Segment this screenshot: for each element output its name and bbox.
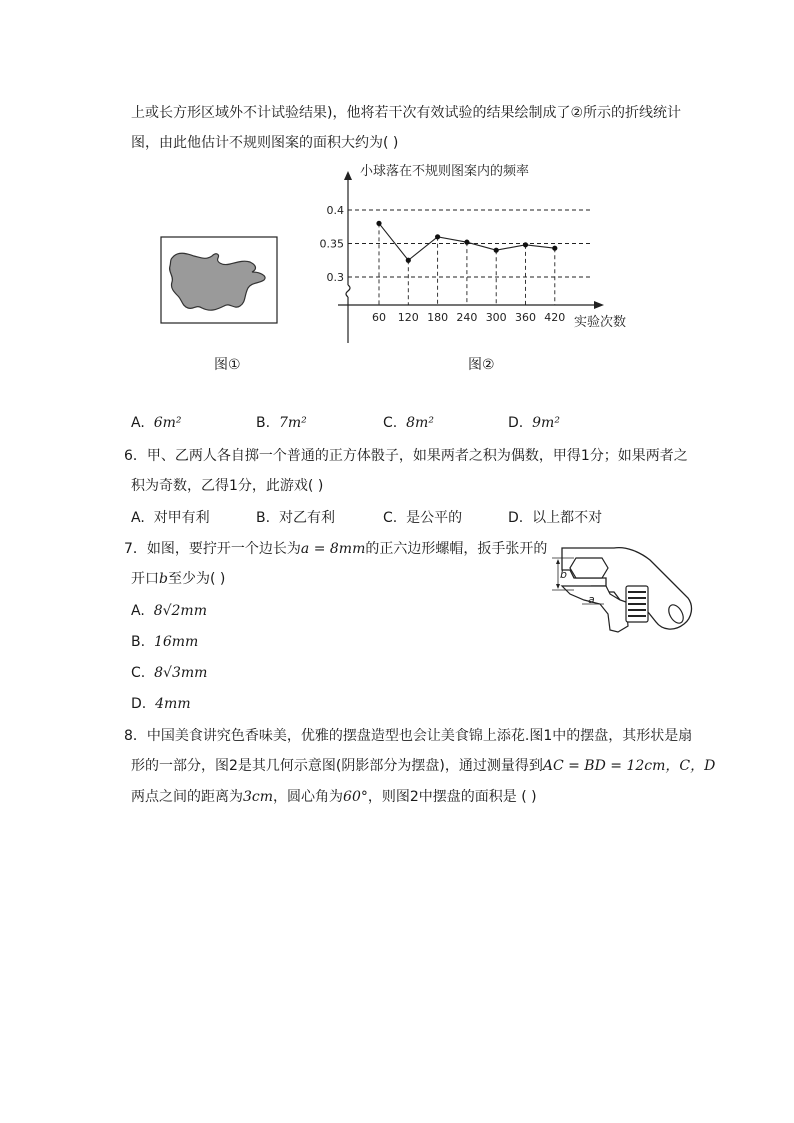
q8-text-line2 xyxy=(131,756,715,776)
option-text: 对乙有利 xyxy=(278,510,335,526)
data-point xyxy=(494,248,499,253)
y-tick-label: 0.35 xyxy=(319,237,344,251)
q6-option-c[interactable] xyxy=(383,508,462,528)
option-letter: B. xyxy=(256,510,271,526)
figure-2-line-chart xyxy=(316,155,646,350)
option-letter: B. xyxy=(256,415,271,431)
wrench-label-a: a xyxy=(588,593,595,606)
q5-option-b[interactable] xyxy=(256,413,307,433)
data-point xyxy=(523,242,528,247)
q7-option-b[interactable] xyxy=(131,632,198,652)
q7-option-d[interactable] xyxy=(131,694,191,714)
x-tick-label: 300 xyxy=(485,311,507,324)
q8-text-line1: 8．中国美食讲究色香味美，优雅的摆盘造型也会让美食锦上添花.图1中的摆盘，其形状是扇 xyxy=(124,728,693,744)
axis-break-mark xyxy=(346,285,350,297)
q8-line2-math: AC = BD = 12cm，C，D xyxy=(542,758,716,774)
option-letter: C. xyxy=(131,665,146,681)
option-text: 对甲有利 xyxy=(153,510,210,526)
option-letter: A. xyxy=(131,603,145,619)
q7-line2-part-b: 至少为( ) xyxy=(167,571,226,587)
figure-1-irregular-shape xyxy=(160,236,280,326)
option-letter: B. xyxy=(131,634,146,650)
y-tick-label: 0.3 xyxy=(326,271,344,284)
option-text: 以上都不对 xyxy=(532,510,603,526)
x-tick-label: 360 xyxy=(515,311,536,324)
q7-line1-part-a: 7．如图，要拧开一个边长为 xyxy=(124,541,301,557)
q7-line2-math: b xyxy=(159,571,168,587)
x-tick-label: 180 xyxy=(427,311,449,324)
x-tick-label: 240 xyxy=(456,311,478,324)
q8-line3-part-a: 两点之间的距离为 xyxy=(131,789,243,805)
wrench-figure xyxy=(548,542,696,638)
option-text: 8√3mm xyxy=(154,665,208,681)
q6-option-b[interactable] xyxy=(256,508,335,528)
data-point xyxy=(406,258,411,263)
data-point xyxy=(435,234,440,239)
y-tick-label: 0.4 xyxy=(326,204,344,217)
option-text: 8√2mm xyxy=(153,603,207,619)
q7-line2-part-a: 开口 xyxy=(131,571,159,587)
x-tick-label: 120 xyxy=(397,311,419,324)
q6-option-d[interactable] xyxy=(508,508,602,528)
q5-option-d[interactable] xyxy=(508,413,560,433)
option-letter: C. xyxy=(383,415,398,431)
data-point xyxy=(552,246,557,251)
q8-line3-part-b: ，圆心角为 xyxy=(273,789,344,805)
q8-line3-math1: 3cm xyxy=(243,789,274,805)
data-point xyxy=(464,240,469,245)
data-point xyxy=(376,221,381,226)
q7-line1-part-b: 的正六边形螺帽，扳手张开的 xyxy=(365,541,548,557)
q5-text-line1: 上或长方形区域外不计试验结果)，他将若干次有效试验的结果绘制成了②所示的折线统计 xyxy=(131,105,682,121)
x-axis-arrow xyxy=(594,301,604,309)
q5-option-c[interactable] xyxy=(383,413,434,433)
figure-1-caption: 图① xyxy=(214,357,241,373)
option-text: 是公平的 xyxy=(406,510,463,526)
q7-option-a[interactable] xyxy=(131,601,207,621)
q8-line2-part-a: 形的一部分，图2是其几何示意图(阴影部分为摆盘)，通过测量得到 xyxy=(131,758,543,774)
option-letter: A. xyxy=(131,415,145,431)
option-text: 9m² xyxy=(532,415,560,431)
q6-text-line2: 积为奇数，乙得1分，此游戏( ) xyxy=(131,478,324,494)
option-letter: A. xyxy=(131,510,145,526)
chart-title: 小球落在不规则图案内的频率 xyxy=(360,164,530,179)
q7-text-line1 xyxy=(124,539,547,559)
option-text: 4mm xyxy=(155,696,191,712)
x-tick-label: 420 xyxy=(544,311,566,324)
option-text: 8m² xyxy=(406,415,434,431)
y-axis-arrow xyxy=(344,171,352,180)
x-tick-label: 60 xyxy=(372,311,386,324)
wrench-label-b: b xyxy=(560,568,567,581)
x-axis-label: 实验次数 xyxy=(574,315,627,330)
figure-2-caption: 图② xyxy=(468,357,495,373)
q5-text-line2: 图，由此他估计不规则图案的面积大约为( ) xyxy=(131,135,399,151)
option-letter: D. xyxy=(131,696,147,712)
option-letter: D. xyxy=(508,415,524,431)
hex-nut xyxy=(570,558,608,578)
q5-option-a[interactable] xyxy=(131,413,181,433)
q7-option-c[interactable] xyxy=(131,663,207,683)
option-text: 6m² xyxy=(153,415,182,431)
q8-line3-part-c: ，则图2中摆盘的面积是 ( ) xyxy=(367,789,537,805)
q7-text-line2 xyxy=(131,569,225,589)
q8-text-line3 xyxy=(131,787,537,807)
q7-line1-math: a = 8mm xyxy=(300,541,366,557)
option-text: 7m² xyxy=(278,415,307,431)
q6-option-a[interactable] xyxy=(131,508,210,528)
option-text: 16mm xyxy=(153,634,199,650)
q6-text-line1: 6．甲、乙两人各自掷一个普通的正方体骰子，如果两者之积为偶数，甲得1分；如果两者之 xyxy=(124,448,688,464)
option-letter: C. xyxy=(383,510,398,526)
q8-line3-math2: 60° xyxy=(343,789,368,805)
option-letter: D. xyxy=(508,510,524,526)
